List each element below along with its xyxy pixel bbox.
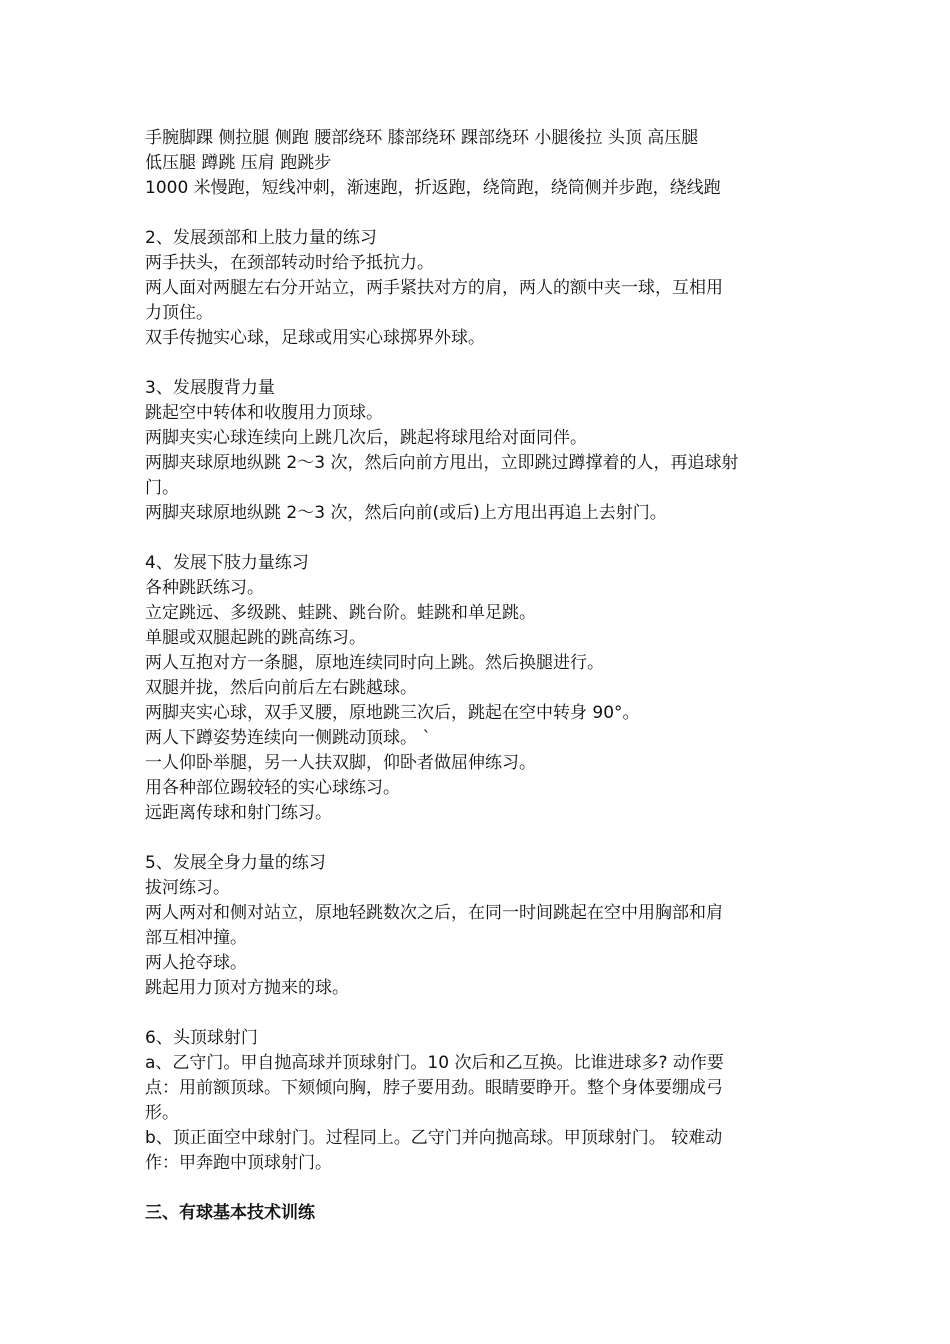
section-4-line: 各种跳跃练习。 (145, 578, 264, 598)
section-3-line: 门。 (145, 478, 179, 498)
section-5-line: 部互相冲撞。 (145, 928, 247, 948)
section-5-line: 两人抢夺球。 (145, 953, 247, 973)
section-6-line: 点：用前额顶球。下颏倾向胸，脖子要用劲。眼睛要睁开。整个身体要绷成弓 (145, 1078, 723, 1098)
section-4-line: 单腿或双腿起跳的跳高练习。 (145, 628, 366, 648)
section-4-line: 两人下蹲姿势连续向一侧跳动顶球。 ˋ (145, 728, 431, 748)
section-3-line: 两脚夹球原地纵跳 2～3 次，然后向前(或后)上方甩出再追上去射门。 (145, 503, 667, 523)
section-4-line: 两脚夹实心球，双手叉腰，原地跳三次后，跳起在空中转身 90°。 (145, 703, 640, 723)
section-5-line: 两人两对和侧对站立，原地轻跳数次之后，在同一时间跳起在空中用胸部和肩 (145, 903, 723, 923)
spacer (145, 826, 810, 851)
section-2-line: 双手传抛实心球，足球或用实心球掷界外球。 (145, 328, 485, 348)
section-6-title: 6、头顶球射门 (145, 1028, 258, 1048)
spacer (145, 1001, 810, 1026)
section-4-line: 一人仰卧举腿，另一人扶双脚，仰卧者做屈伸练习。 (145, 753, 536, 773)
chapter-heading: 三、有球基本技术训练 (145, 1203, 315, 1223)
spacer (145, 526, 810, 551)
warmup-line-1: 手腕脚踝 侧拉腿 侧跑 腰部绕环 膝部绕环 踝部绕环 小腿後拉 头顶 高压腿 (145, 128, 699, 148)
section-2-line: 两手扶头，在颈部转动时给予抵抗力。 (145, 253, 434, 273)
section-6-line: 形。 (145, 1103, 179, 1123)
section-6-line: a、乙守门。甲自抛高球并顶球射门。10 次后和乙互换。比谁进球多? 动作要 (145, 1053, 724, 1073)
warmup-line-3: 1000 米慢跑，短线冲刺，渐速跑，折返跑，绕筒跑，绕筒侧并步跑，绕线跑 (145, 178, 721, 198)
section-4-line: 远距离传球和射门练习。 (145, 803, 332, 823)
section-3-line: 两脚夹实心球连续向上跳几次后，跳起将球甩给对面同伴。 (145, 428, 587, 448)
section-4-title: 4、发展下肢力量练习 (145, 553, 309, 573)
section-6-line: b、顶正面空中球射门。过程同上。乙守门并向抛高球。甲顶球射门。 较难动 (145, 1128, 723, 1148)
section-4-line: 双腿并拢，然后向前后左右跳越球。 (145, 678, 417, 698)
section-5-line: 拔河练习。 (145, 878, 230, 898)
section-3-title: 3、发展腹背力量 (145, 378, 275, 398)
document-body (145, 126, 810, 1226)
section-5-line: 跳起用力顶对方抛来的球。 (145, 978, 349, 998)
section-2-line: 两人面对两腿左右分开站立，两手紧扶对方的肩，两人的额中夹一球，互相用 (145, 278, 723, 298)
section-4-line: 用各种部位踢较轻的实心球练习。 (145, 778, 400, 798)
section-6-line: 作：甲奔跑中顶球射门。 (145, 1153, 332, 1173)
section-5-title: 5、发展全身力量的练习 (145, 853, 326, 873)
section-4-line: 立定跳远、多级跳、蛙跳、跳台阶。蛙跳和单足跳。 (145, 603, 536, 623)
spacer (145, 1176, 810, 1201)
section-3-line: 两脚夹球原地纵跳 2～3 次，然后向前方甩出，立即跳过蹲撑着的人，再追球射 (145, 453, 739, 473)
warmup-line-2: 低压腿 蹲跳 压肩 跑跳步 (145, 153, 332, 173)
section-2-title: 2、发展颈部和上肢力量的练习 (145, 228, 377, 248)
spacer (145, 201, 810, 226)
spacer (145, 351, 810, 376)
section-3-line: 跳起空中转体和收腹用力顶球。 (145, 403, 383, 423)
section-4-line: 两人互抱对方一条腿，原地连续同时向上跳。然后换腿进行。 (145, 653, 604, 673)
section-2-line: 力顶住。 (145, 303, 213, 323)
